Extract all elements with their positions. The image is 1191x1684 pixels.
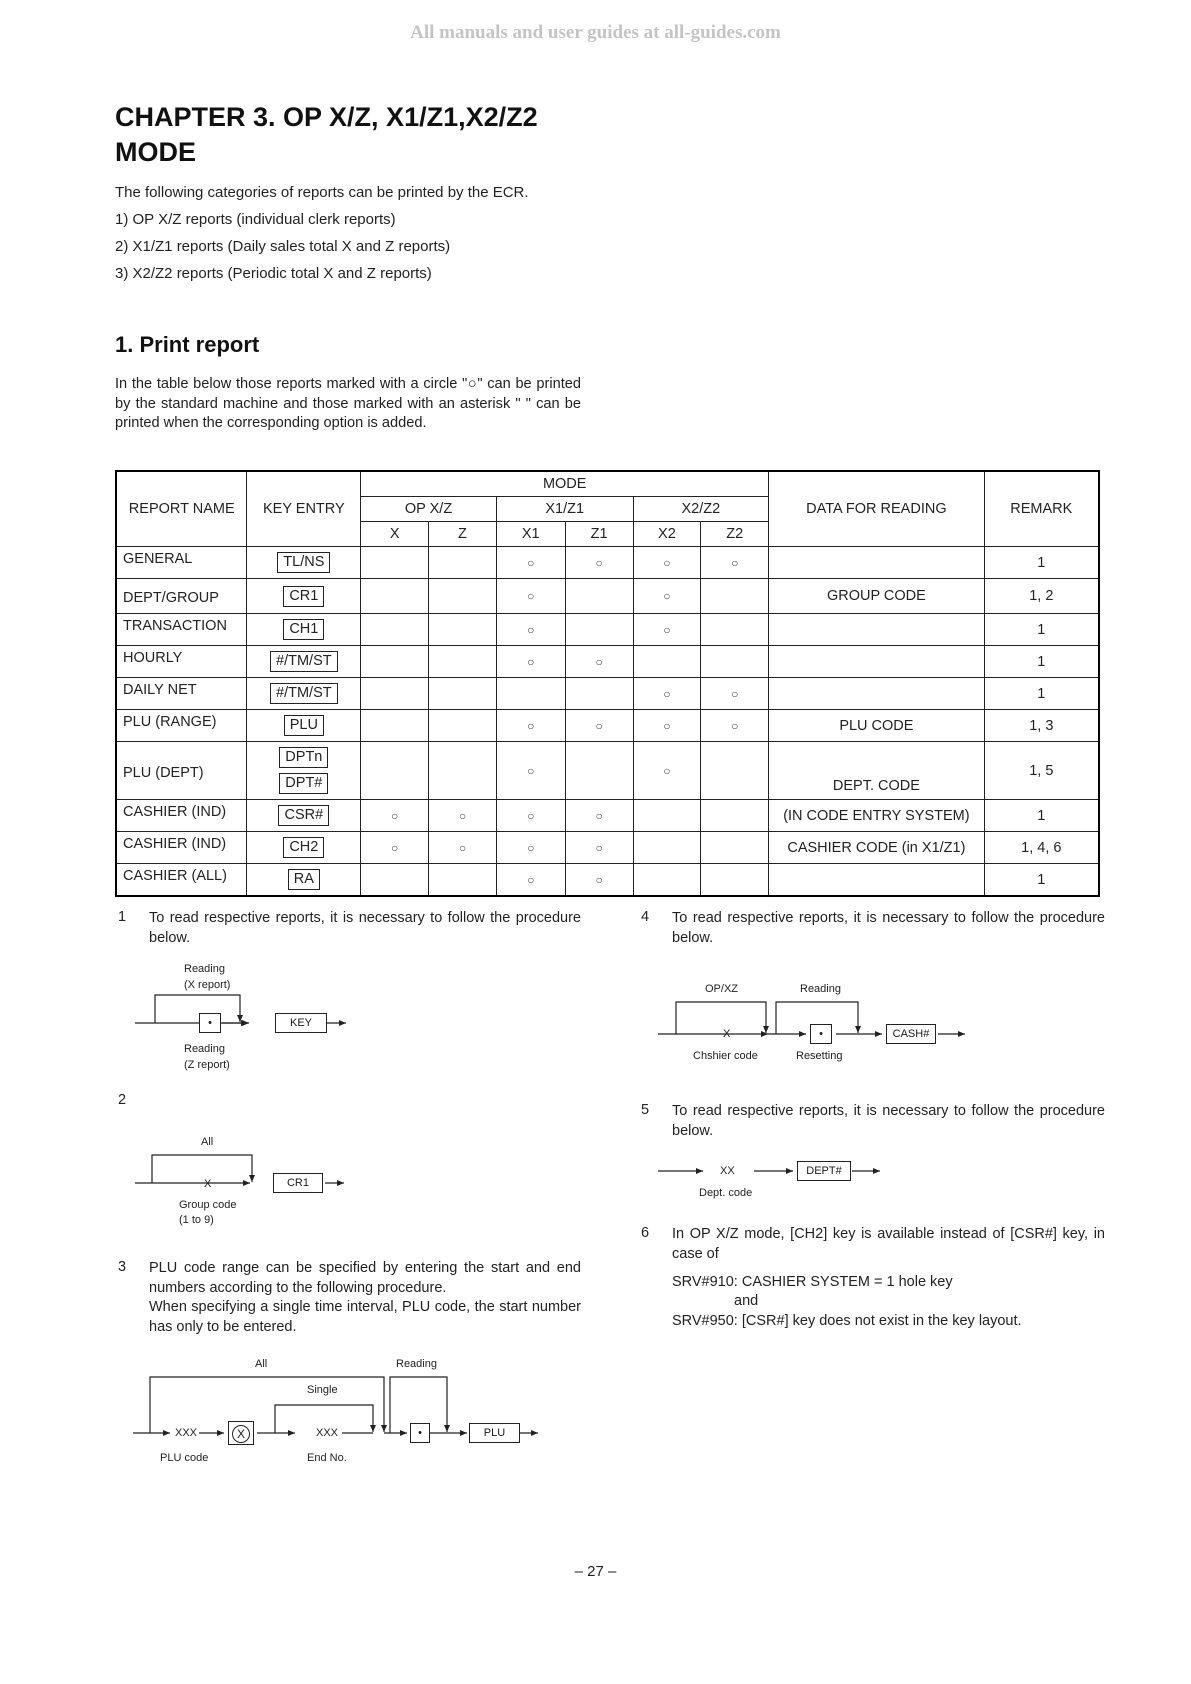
report-name: DEPT/GROUP xyxy=(116,579,247,614)
circle-mark: ○ xyxy=(527,872,535,887)
circle-mark: ○ xyxy=(527,555,535,570)
header-x2z2: X2/Z2 xyxy=(633,497,769,522)
header-z: Z xyxy=(429,522,497,547)
chapter-title-line2: MODE xyxy=(115,137,196,167)
header-mode: MODE xyxy=(361,471,769,497)
d1-reading-z: Reading xyxy=(184,1043,225,1055)
key-box: RA xyxy=(288,869,320,890)
circle-mark: ○ xyxy=(595,872,603,887)
d3-dot-key: • xyxy=(410,1423,430,1443)
d3-start-digits: XXX xyxy=(175,1427,198,1439)
data-for-reading: DEPT. CODE xyxy=(769,742,984,800)
circle-mark: ○ xyxy=(458,808,467,823)
circle-mark: ○ xyxy=(458,840,467,855)
circle-mark: ○ xyxy=(663,555,671,570)
report-name: CASHIER (IND) xyxy=(116,832,247,864)
d1-dot-key: • xyxy=(199,1013,221,1033)
note-3-text: PLU code range can be specified by entering the start and end numbers according to the following procedure. xyxy=(149,1260,581,1296)
page-number: – 27 – xyxy=(574,1563,617,1580)
header-x1: X1 xyxy=(496,522,565,547)
key-box: CSR# xyxy=(278,805,329,826)
d4-x: X xyxy=(723,1028,731,1040)
circle-mark: ○ xyxy=(527,718,535,733)
d2-key: CR1 xyxy=(273,1173,323,1193)
key-box: DPT# xyxy=(279,773,328,794)
d1-reading-x: Reading xyxy=(184,963,225,975)
circle-mark: ○ xyxy=(527,654,535,669)
circle-mark: ○ xyxy=(663,686,671,701)
circle-mark: ○ xyxy=(663,718,671,733)
note-4-text: To read respective reports, it is necessary to follow the procedure below. xyxy=(672,910,1105,946)
note-1-number: 1 xyxy=(118,909,127,925)
report-name: CASHIER (IND) xyxy=(116,800,247,832)
report-name: GENERAL xyxy=(116,547,247,579)
header-x1z1: X1/Z1 xyxy=(496,497,633,522)
header-key-entry: KEY ENTRY xyxy=(247,471,361,547)
d3-x-key: X xyxy=(228,1421,254,1445)
remark: 1, 2 xyxy=(984,579,1099,614)
circle-mark: ○ xyxy=(663,589,671,603)
circle-mark: ○ xyxy=(527,763,535,778)
d2-group-range: (1 to 9) xyxy=(179,1214,214,1226)
header-x: X xyxy=(361,522,429,547)
circle-mark: ○ xyxy=(527,622,535,637)
circle-mark: ○ xyxy=(527,589,535,603)
remark: 1 xyxy=(984,800,1099,832)
report-name: PLU (RANGE) xyxy=(116,710,247,742)
d3-plu-code: PLU code xyxy=(160,1452,209,1464)
circle-mark: ○ xyxy=(527,808,535,823)
intro-item-1: 1) OP X/Z reports (individual clerk reports) xyxy=(115,211,396,228)
data-for-reading: PLU CODE xyxy=(769,710,984,742)
note-6-number: 6 xyxy=(641,1225,650,1241)
note-3-text-2: When specifying a single time interval, PLU code, the start number has only to be entered. xyxy=(149,1299,581,1335)
note-5-text: To read respective reports, it is necessary to follow the procedure below. xyxy=(672,1103,1105,1139)
circle-mark: ○ xyxy=(731,555,739,570)
circle-mark: ○ xyxy=(663,622,671,637)
remark: 1 xyxy=(984,547,1099,579)
report-name: PLU (DEPT) xyxy=(116,742,247,800)
circle-mark: ○ xyxy=(595,840,603,855)
d1-reading-x-sub: (X report) xyxy=(184,979,231,991)
d3-reading: Reading xyxy=(396,1358,437,1370)
remark: 1 xyxy=(984,614,1099,646)
header-x2: X2 xyxy=(633,522,701,547)
intro-item-2: 2) X1/Z1 reports (Daily sales total X and Z reports) xyxy=(115,238,451,255)
d4-dot-key: • xyxy=(810,1024,832,1044)
d4-resetting: Resetting xyxy=(796,1050,843,1062)
header-report-name: REPORT NAME xyxy=(116,471,247,547)
note-1-text: To read respective reports, it is necessary to follow the procedure below. xyxy=(149,910,581,946)
note-4-number: 4 xyxy=(641,909,650,925)
key-box: PLU xyxy=(284,715,324,736)
d4-reading: Reading xyxy=(800,983,841,995)
header-data-for-reading: DATA FOR READING xyxy=(769,471,984,547)
report-name: DAILY NET xyxy=(116,678,247,710)
note-2-number: 2 xyxy=(118,1092,127,1108)
d3-end-digits: XXX xyxy=(316,1427,339,1439)
section-title: 1. Print report xyxy=(115,332,260,357)
circle-mark: ○ xyxy=(595,654,603,669)
d4-opxz: OP/XZ xyxy=(705,983,739,995)
circle-mark: ○ xyxy=(731,686,739,701)
key-box: CH1 xyxy=(283,619,324,640)
d5-digits: XX xyxy=(720,1165,735,1177)
d4-key: CASH# xyxy=(886,1024,936,1044)
data-for-reading: CASHIER CODE (in X1/Z1) xyxy=(769,832,984,864)
key-box: #/TM/ST xyxy=(270,651,338,672)
key-box: TL/NS xyxy=(277,552,330,573)
d4-cashier-code: Chshier code xyxy=(693,1050,758,1062)
d1-key: KEY xyxy=(275,1013,327,1033)
remark: 1, 5 xyxy=(984,742,1099,800)
note-3-number: 3 xyxy=(118,1259,127,1275)
key-box: #/TM/ST xyxy=(270,683,338,704)
note-6-srv950: SRV#950: [CSR#] key does not exist in the key layout. xyxy=(672,1313,1022,1329)
data-for-reading: (IN CODE ENTRY SYSTEM) xyxy=(769,800,984,832)
d5-dept-code: Dept. code xyxy=(699,1187,753,1199)
circle-mark: ○ xyxy=(663,763,671,778)
key-box: CR1 xyxy=(283,586,324,607)
remark: 1, 4, 6 xyxy=(984,832,1099,864)
report-name: HOURLY xyxy=(116,646,247,678)
report-name: TRANSACTION xyxy=(116,614,247,646)
circle-mark: ○ xyxy=(595,718,603,733)
intro-lead: The following categories of reports can be printed by the ECR. xyxy=(115,184,529,201)
d2-x: X xyxy=(204,1178,212,1190)
d2-all: All xyxy=(201,1136,214,1148)
circle-mark: ○ xyxy=(595,808,603,823)
d3-single: Single xyxy=(307,1384,338,1396)
key-box: DPTn xyxy=(279,747,328,768)
d3-all: All xyxy=(255,1358,268,1370)
header-opxz: OP X/Z xyxy=(361,497,497,522)
note-6-srv910: SRV#910: CASHIER SYSTEM = 1 hole key xyxy=(672,1274,953,1290)
circle-mark: ○ xyxy=(391,808,399,823)
d3-end-no: End No. xyxy=(307,1452,347,1464)
remark: 1 xyxy=(984,646,1099,678)
note-6-text: In OP X/Z mode, [CH2] key is available instead of [CSR#] key, in case of xyxy=(672,1226,1105,1262)
remark: 1, 3 xyxy=(984,710,1099,742)
header-z1: Z1 xyxy=(565,522,633,547)
d3-key: PLU xyxy=(469,1423,520,1443)
circle-mark: ○ xyxy=(595,555,603,570)
report-name: CASHIER (ALL) xyxy=(116,864,247,897)
section-intro: In the table below those reports marked with a circle "○" can be printed by the standard machine and those marked with an asterisk " " can be printed when the corresponding option is added. xyxy=(115,376,581,431)
header-z2: Z2 xyxy=(701,522,769,547)
d1-reading-z-sub: (Z report) xyxy=(184,1059,230,1071)
remark: 1 xyxy=(984,678,1099,710)
d2-group-code: Group code xyxy=(179,1199,237,1211)
d5-key: DEPT# xyxy=(797,1161,851,1181)
circle-mark: ○ xyxy=(731,718,739,733)
header-remark: REMARK xyxy=(984,471,1099,547)
remark: 1 xyxy=(984,864,1099,897)
key-box: CH2 xyxy=(283,837,324,858)
circle-mark: ○ xyxy=(527,840,535,855)
circle-mark: ○ xyxy=(391,840,399,855)
data-for-reading: GROUP CODE xyxy=(769,579,984,614)
note-6-and: and xyxy=(734,1293,759,1309)
chapter-title-line1: CHAPTER 3. OP X/Z, X1/Z1,X2/Z2 xyxy=(115,102,538,132)
intro-item-3: 3) X2/Z2 reports (Periodic total X and Z reports) xyxy=(115,265,432,282)
note-5-number: 5 xyxy=(641,1102,650,1118)
watermark: All manuals and user guides at all-guides.com xyxy=(410,22,781,43)
